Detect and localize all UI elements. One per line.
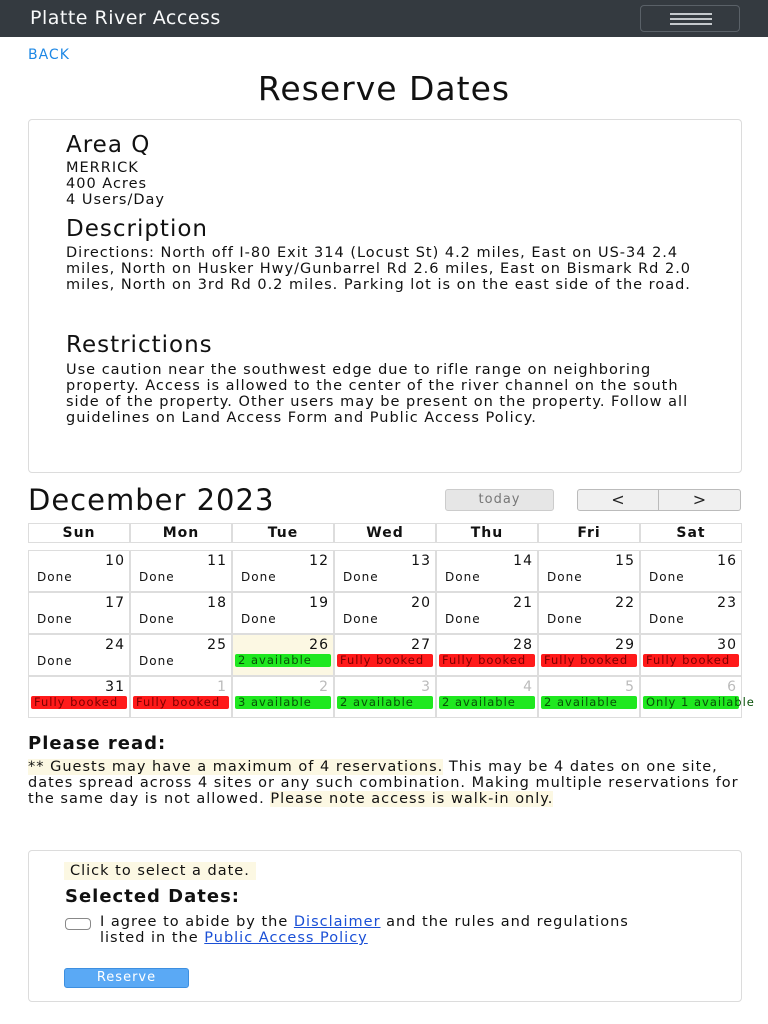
day-number: 16 — [717, 553, 737, 569]
calendar-day-cell[interactable] — [436, 592, 538, 634]
day-number: 30 — [717, 637, 737, 653]
day-status: Done — [139, 654, 175, 668]
calendar-day-cell[interactable] — [640, 634, 742, 676]
day-number: 6 — [727, 679, 737, 695]
calendar-day-cell[interactable] — [334, 676, 436, 718]
restrictions-text: Use caution near the southwest edge due to rifle range on neighboring property. Access is allowed to the center of the river channel on the south side of the property. Other users may be present on the property. Follow all guidelines on Land Access Form and Public Access Policy. — [66, 362, 689, 426]
day-number: 13 — [411, 553, 431, 569]
availability-event[interactable]: 2 available — [541, 696, 637, 709]
calendar-day-cell[interactable] — [334, 592, 436, 634]
calendar-day-cell[interactable] — [538, 550, 640, 592]
availability-event[interactable]: Only 1 available — [643, 696, 739, 709]
calendar-day-cell[interactable] — [232, 592, 334, 634]
page-title: Reserve Dates — [257, 69, 511, 108]
weekday-tue: Tue — [232, 523, 334, 543]
hamburger-bar — [670, 23, 712, 25]
agree-checkbox[interactable] — [65, 918, 91, 930]
day-number: 4 — [523, 679, 533, 695]
day-number: 20 — [411, 595, 431, 611]
calendar-weekday-header — [28, 523, 742, 543]
selected-dates-title: Selected Dates: — [65, 886, 240, 907]
calendar-day-cell[interactable] — [28, 634, 130, 676]
brand-title[interactable]: Platte River Access — [30, 7, 221, 29]
calendar-day-cell[interactable] — [232, 676, 334, 718]
day-number: 5 — [625, 679, 635, 695]
day-status: Done — [139, 570, 175, 584]
today-button[interactable]: today — [445, 489, 554, 511]
day-status: Done — [241, 570, 277, 584]
weekday-mon: Mon — [130, 523, 232, 543]
calendar-day-cell[interactable] — [28, 592, 130, 634]
day-status: Done — [547, 570, 583, 584]
weekday-fri: Fri — [538, 523, 640, 543]
day-number: 17 — [105, 595, 125, 611]
restrictions-heading: Restrictions — [66, 332, 213, 358]
availability-event[interactable]: 2 available — [235, 654, 331, 667]
description-text: Directions: North off I-80 Exit 314 (Locust St) 4.2 miles, East on US-34 2.4 miles, North on Husker Hwy/Gunbarrel Rd 2.6 miles, East on Bismark Rd 2.0 miles, North on 3rd Rd 0.2 miles. Parking lot is on the east side of the road. — [66, 245, 692, 293]
day-number: 24 — [105, 637, 125, 653]
calendar-day-cell[interactable] — [436, 634, 538, 676]
day-number: 19 — [309, 595, 329, 611]
weekday-sat: Sat — [640, 523, 742, 543]
area-title: Area Q — [66, 132, 151, 158]
reserve-button[interactable]: Reserve — [64, 968, 189, 988]
weekday-sun: Sun — [28, 523, 130, 543]
day-status: Done — [547, 612, 583, 626]
description-heading: Description — [66, 216, 208, 242]
fully-booked-event[interactable]: Fully booked — [133, 696, 229, 709]
hamburger-icon[interactable] — [640, 5, 740, 32]
day-number: 23 — [717, 595, 737, 611]
calendar-day-cell[interactable] — [538, 676, 640, 718]
day-status: Done — [37, 654, 73, 668]
calendar-day-cell[interactable] — [28, 550, 130, 592]
hamburger-bar — [670, 18, 712, 20]
day-status: Done — [343, 612, 379, 626]
day-number: 12 — [309, 553, 329, 569]
day-status: Done — [445, 612, 481, 626]
calendar-day-cell[interactable] — [130, 592, 232, 634]
day-status: Done — [343, 570, 379, 584]
calendar-day-cell[interactable] — [130, 676, 232, 718]
day-number: 26 — [309, 637, 329, 653]
day-number: 3 — [421, 679, 431, 695]
calendar-day-cell[interactable] — [334, 634, 436, 676]
day-status: Done — [241, 612, 277, 626]
calendar-month-title: December 2023 — [28, 483, 275, 517]
calendar-day-cell[interactable] — [436, 676, 538, 718]
day-status: Done — [445, 570, 481, 584]
day-status: Done — [139, 612, 175, 626]
calendar-day-cell[interactable] — [232, 550, 334, 592]
availability-event[interactable]: 3 available — [235, 696, 331, 709]
notice-text — [28, 759, 742, 807]
agree-prefix: I agree to abide by the — [100, 914, 294, 930]
day-number: 27 — [411, 637, 431, 653]
day-number: 18 — [207, 595, 227, 611]
area-county: MERRICK — [66, 160, 139, 176]
agree-label — [100, 914, 660, 946]
day-number: 31 — [105, 679, 125, 695]
disclaimer-link[interactable]: Disclaimer — [293, 914, 381, 930]
calendar-day-cell[interactable] — [130, 634, 232, 676]
calendar-day-cell[interactable] — [640, 676, 755, 718]
day-status: Done — [649, 612, 685, 626]
calendar-day-cell[interactable] — [232, 634, 334, 676]
day-status: Done — [37, 570, 73, 584]
calendar-day-cell[interactable] — [334, 550, 436, 592]
calendar-day-cell[interactable] — [538, 634, 640, 676]
day-number: 14 — [513, 553, 533, 569]
availability-event[interactable]: 2 available — [439, 696, 535, 709]
select-date-hint: Click to select a date. — [64, 862, 256, 880]
next-month-button[interactable]: > — [659, 489, 741, 511]
availability-event[interactable]: 2 available — [337, 696, 433, 709]
calendar-day-cell[interactable] — [130, 550, 232, 592]
public-access-policy-link[interactable]: Public Access Policy — [204, 930, 368, 946]
area-card — [28, 119, 742, 473]
day-number: 22 — [615, 595, 635, 611]
weekday-wed: Wed — [334, 523, 436, 543]
day-number: 11 — [207, 553, 227, 569]
day-status: Done — [37, 612, 73, 626]
day-number: 2 — [319, 679, 329, 695]
back-link[interactable]: BACK — [28, 47, 70, 63]
day-number: 15 — [615, 553, 635, 569]
fully-booked-event[interactable]: Fully booked — [31, 696, 127, 709]
navbar — [0, 0, 768, 37]
calendar-day-cell[interactable] — [436, 550, 538, 592]
fully-booked-event[interactable]: Fully booked — [337, 654, 433, 667]
notice-title: Please read: — [28, 733, 167, 754]
day-number: 29 — [615, 637, 635, 653]
day-number: 10 — [105, 553, 125, 569]
calendar-day-cell[interactable] — [28, 676, 130, 718]
weekday-thu: Thu — [436, 523, 538, 543]
calendar-body — [28, 550, 755, 718]
day-number: 21 — [513, 595, 533, 611]
day-number: 1 — [217, 679, 227, 695]
agree-middle: and the rules and regulations listed in the — [100, 914, 629, 946]
notice-highlight-max: ** Guests may have a maximum of 4 reservations. — [28, 759, 444, 775]
day-status: Done — [649, 570, 685, 584]
calendar-day-cell[interactable] — [640, 592, 742, 634]
area-users: 4 Users/Day — [66, 192, 165, 208]
area-acres: 400 Acres — [66, 176, 148, 192]
prev-month-button[interactable]: < — [577, 489, 659, 511]
day-number: 25 — [207, 637, 227, 653]
day-number: 28 — [513, 637, 533, 653]
calendar-day-cell[interactable] — [538, 592, 640, 634]
notice-body: This may be 4 dates on one site, dates spread across 4 sites or any such combination. Making multiple reservations for the same day is not allowed. — [28, 759, 739, 807]
fully-booked-event[interactable]: Fully booked — [643, 654, 739, 667]
fully-booked-event[interactable]: Fully booked — [541, 654, 637, 667]
fully-booked-event[interactable]: Fully booked — [439, 654, 535, 667]
notice-highlight-walkin: Please note access is walk-in only. — [270, 791, 554, 807]
calendar-grid — [28, 523, 755, 718]
hamburger-bar — [670, 13, 712, 15]
calendar-day-cell[interactable] — [640, 550, 742, 592]
